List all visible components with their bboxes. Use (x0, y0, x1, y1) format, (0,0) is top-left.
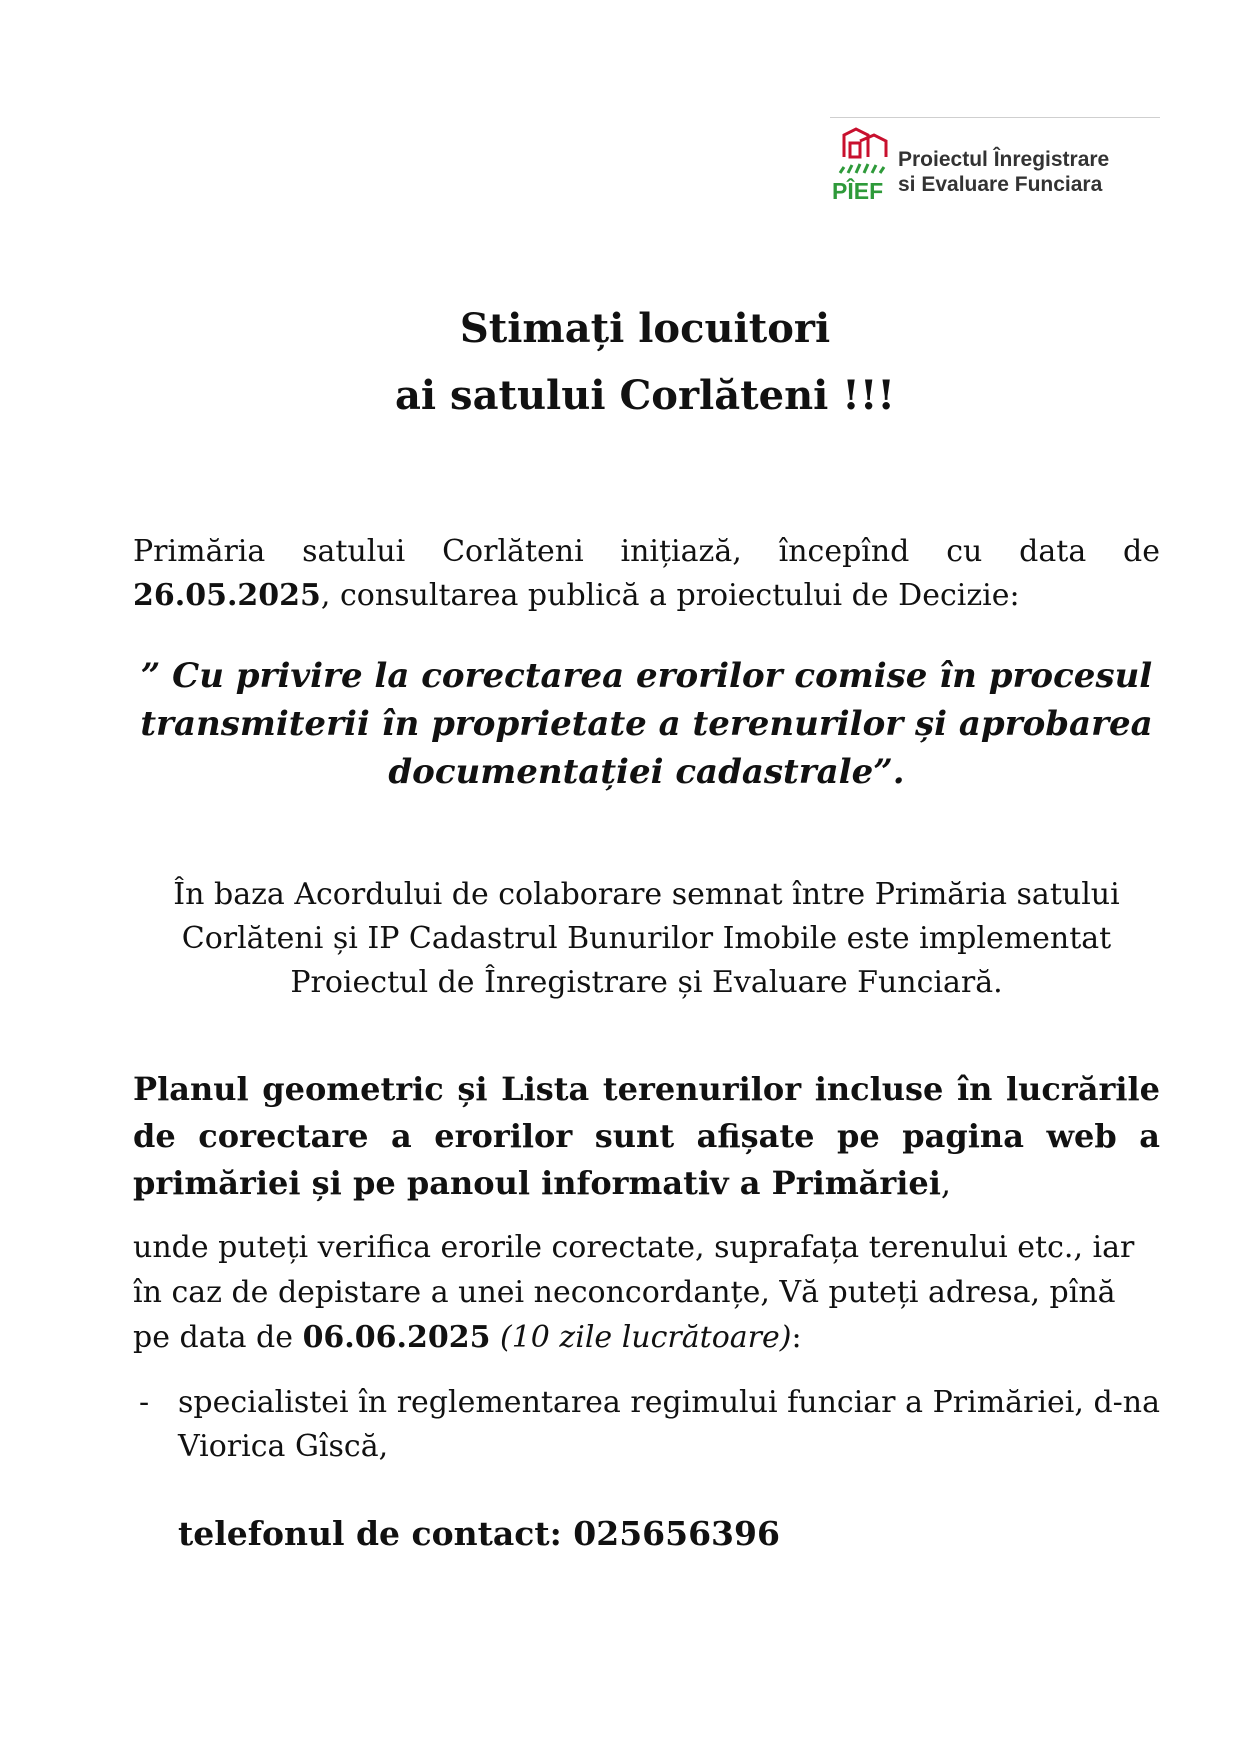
intro-text-after: , consultarea publică a proiectului de Decizie: (320, 578, 1020, 613)
page-title-line1: Stimați locuitori (459, 305, 831, 352)
contact-list-item (133, 1381, 1160, 1469)
agreement-paragraph: În baza Acordului de colaborare semnat între Primăria satului Corlăteni și IP Cadastrul Bunurilor Imobile este implementat Proiectul de Înregistrare și Evaluare Funciară. (173, 877, 1120, 1000)
verify-text: unde puteți verifica erorile corectate, suprafața terenului etc., iar în caz de depistare a unei neconcordanțe, Vă puteți adresa, pînă pe data de (133, 1230, 1135, 1355)
verify-space (490, 1320, 500, 1355)
deadline-date: 06.06.2025 (302, 1320, 491, 1355)
page-title-line2: ai satului Corlăteni !!! (395, 372, 895, 419)
logo-name (898, 147, 1109, 197)
verify-tail: : (791, 1320, 802, 1355)
contact-phone: telefonul de contact: 025656396 (178, 1514, 780, 1553)
plan-paragraph (133, 1066, 1160, 1207)
contact-person-text: specialistei în reglementarea regimului funciar a Primăriei, d-na Viorica Gîscă, (178, 1385, 1160, 1464)
plan-text: Planul geometric și Lista terenurilor incluse în lucrările de corectare a erorilor sunt afișate pe pagina web a primăriei și pe panoul informativ a Primăriei (133, 1070, 1160, 1202)
list-dash: - (139, 1385, 150, 1420)
verify-paragraph (133, 1225, 1160, 1360)
house-field-icon (830, 127, 896, 205)
logo-name-line2: si Evaluare Funciara (898, 173, 1103, 196)
logo-name-line1: Proiectul Înregistrare (898, 148, 1110, 171)
plan-tail: , (940, 1164, 952, 1202)
start-date: 26.05.2025 (133, 578, 321, 613)
intro-text: Primăria satului Corlăteni inițiază, începînd cu data de (133, 534, 1160, 569)
pief-logo (830, 127, 1160, 205)
intro-paragraph (133, 530, 1160, 618)
logo-acronym: PÎEF (832, 178, 884, 204)
logo-divider (830, 117, 1160, 118)
working-days-note: (10 zile lucrătoare) (500, 1320, 792, 1355)
decision-title: ” Cu privire la corectarea erorilor comise în procesul transmiterii în proprietate a terenurilor și aprobarea documentației cadastrale”. (140, 656, 1153, 792)
